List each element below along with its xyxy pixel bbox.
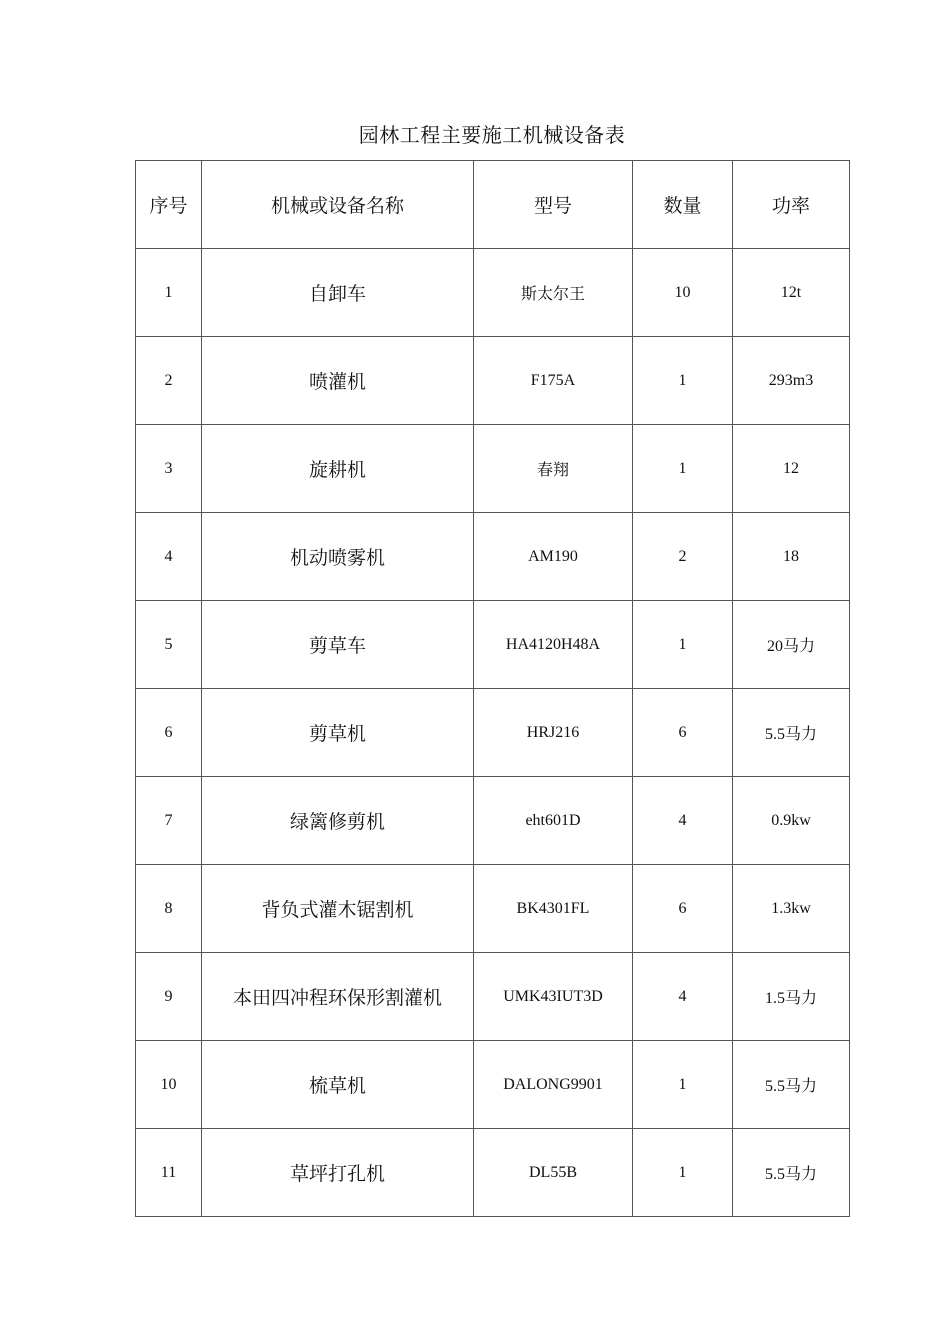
cell-power: 18 — [733, 513, 850, 601]
table-header-row — [136, 161, 850, 249]
cell-model: F175A — [474, 337, 633, 425]
cell-name: 剪草机 — [202, 689, 474, 777]
cell-index: 9 — [136, 953, 202, 1041]
table-row — [136, 601, 850, 689]
cell-power: 1.3kw — [733, 865, 850, 953]
cell-model: 斯太尔王 — [474, 249, 633, 337]
cell-name: 自卸车 — [202, 249, 474, 337]
cell-name: 喷灌机 — [202, 337, 474, 425]
table-row — [136, 689, 850, 777]
cell-name: 本田四冲程环保形割灌机 — [202, 953, 474, 1041]
cell-quantity: 6 — [633, 689, 733, 777]
table-row — [136, 425, 850, 513]
cell-quantity: 1 — [633, 337, 733, 425]
page-title: 园林工程主要施工机械设备表 — [358, 123, 626, 147]
cell-index: 10 — [136, 1041, 202, 1129]
cell-index: 11 — [136, 1129, 202, 1217]
header-cell-power: 功率 — [733, 161, 850, 249]
header-cell-quantity: 数量 — [633, 161, 733, 249]
cell-name: 背负式灌木锯割机 — [202, 865, 474, 953]
cell-power: 1.5马力 — [733, 953, 850, 1041]
cell-index: 6 — [136, 689, 202, 777]
cell-index: 4 — [136, 513, 202, 601]
table-row — [136, 1129, 850, 1217]
cell-name: 绿篱修剪机 — [202, 777, 474, 865]
cell-index: 3 — [136, 425, 202, 513]
cell-model: DALONG9901 — [474, 1041, 633, 1129]
cell-index: 1 — [136, 249, 202, 337]
equipment-table — [135, 160, 850, 1217]
cell-name: 梳草机 — [202, 1041, 474, 1129]
cell-power: 5.5马力 — [733, 689, 850, 777]
cell-name: 机动喷雾机 — [202, 513, 474, 601]
cell-model: HRJ216 — [474, 689, 633, 777]
cell-power: 12 — [733, 425, 850, 513]
cell-name: 剪草车 — [202, 601, 474, 689]
cell-quantity: 1 — [633, 601, 733, 689]
cell-power: 5.5马力 — [733, 1129, 850, 1217]
table-row — [136, 337, 850, 425]
table-row — [136, 953, 850, 1041]
cell-index: 8 — [136, 865, 202, 953]
cell-index: 7 — [136, 777, 202, 865]
table-row — [136, 249, 850, 337]
cell-model: 春翔 — [474, 425, 633, 513]
cell-quantity: 1 — [633, 1041, 733, 1129]
cell-power: 5.5马力 — [733, 1041, 850, 1129]
cell-quantity: 10 — [633, 249, 733, 337]
cell-model: UMK43IUT3D — [474, 953, 633, 1041]
cell-model: BK4301FL — [474, 865, 633, 953]
cell-model: HA4120H48A — [474, 601, 633, 689]
table-row — [136, 865, 850, 953]
cell-quantity: 4 — [633, 953, 733, 1041]
cell-model: DL55B — [474, 1129, 633, 1217]
cell-name: 旋耕机 — [202, 425, 474, 513]
cell-name: 草坪打孔机 — [202, 1129, 474, 1217]
cell-index: 2 — [136, 337, 202, 425]
cell-model: eht601D — [474, 777, 633, 865]
cell-quantity: 1 — [633, 425, 733, 513]
header-cell-name: 机械或设备名称 — [202, 161, 474, 249]
cell-quantity: 2 — [633, 513, 733, 601]
cell-quantity: 6 — [633, 865, 733, 953]
cell-index: 5 — [136, 601, 202, 689]
cell-power: 20马力 — [733, 601, 850, 689]
cell-power: 12t — [733, 249, 850, 337]
cell-quantity: 4 — [633, 777, 733, 865]
cell-quantity: 1 — [633, 1129, 733, 1217]
table-row — [136, 1041, 850, 1129]
cell-power: 0.9kw — [733, 777, 850, 865]
table-row — [136, 513, 850, 601]
cell-model: AM190 — [474, 513, 633, 601]
table-row — [136, 777, 850, 865]
cell-power: 293m3 — [733, 337, 850, 425]
header-cell-model: 型号 — [474, 161, 633, 249]
header-cell-index: 序号 — [136, 161, 202, 249]
